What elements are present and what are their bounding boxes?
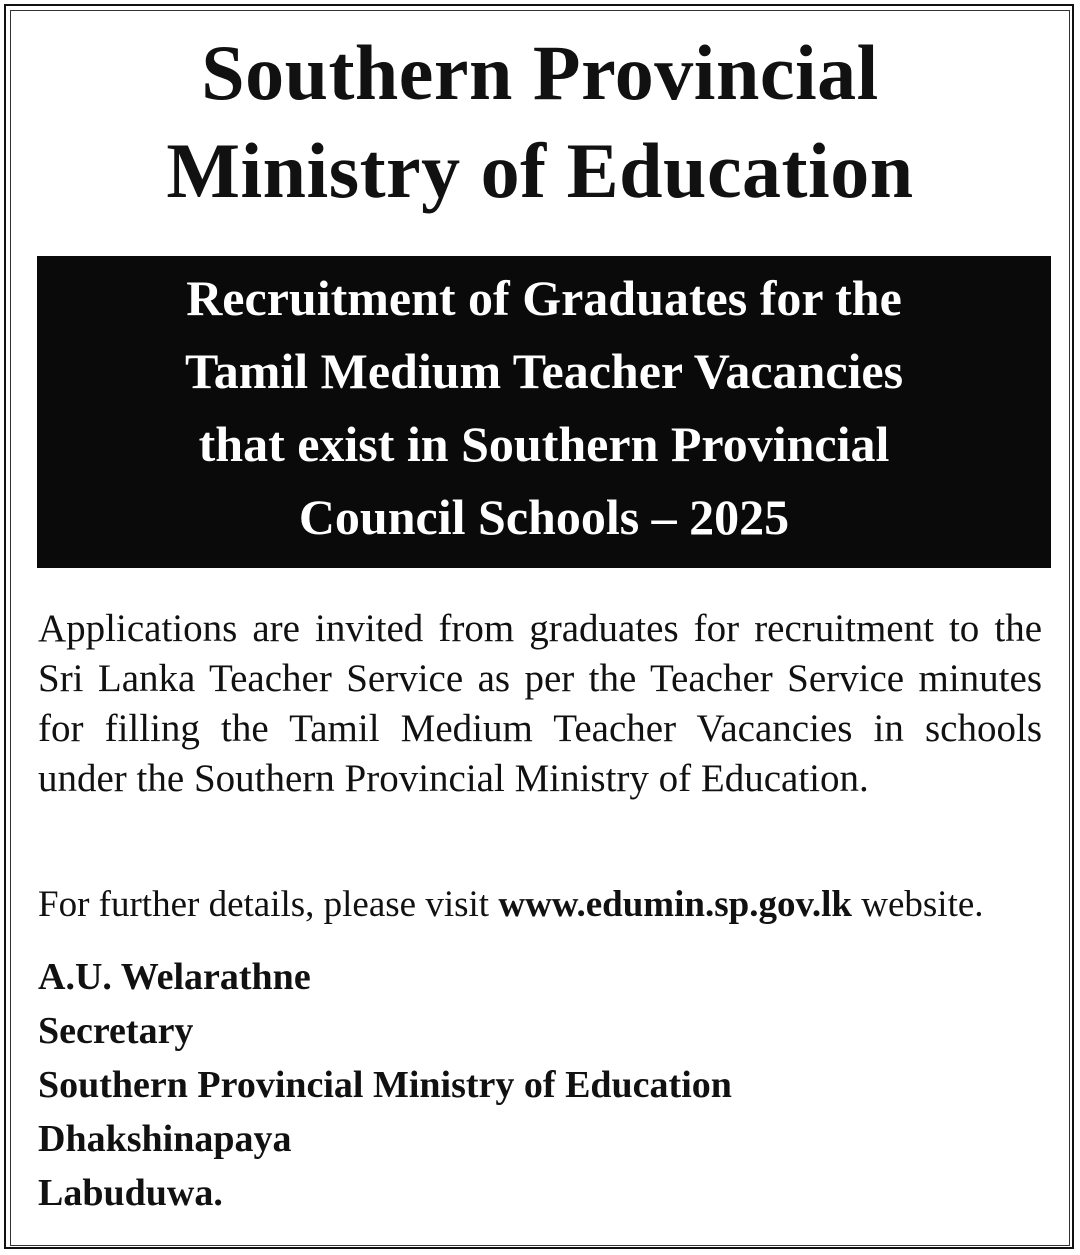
further-details-line: [38, 880, 1048, 930]
signatory-organization: Southern Provincial Ministry of Education: [38, 1064, 732, 1106]
headline-line-1: Recruitment of Graduates for the: [186, 270, 902, 326]
address-line-2: Labuduwa.: [38, 1172, 223, 1214]
ministry-title-line-1: Southern Provincial: [201, 29, 879, 116]
headline-line-4: Council Schools – 2025: [298, 489, 790, 545]
details-suffix: website.: [852, 884, 984, 925]
signatory-designation: Secretary: [38, 1010, 194, 1052]
headline-line-3: that exist in Southern Provincial: [198, 416, 890, 472]
address-line-1: Dhakshinapaya: [38, 1118, 292, 1160]
application-paragraph: Applications are invited from graduates for recruitment to the Sri Lanka Teacher Service as per the Teacher Service minutes for filling the Tamil Medium Teacher Vacancies in schools under the Southern Provincial Ministry of Education.: [38, 607, 1042, 800]
website-link[interactable]: www.edumin.sp.gov.lk: [498, 884, 853, 925]
recruitment-headline-box: [37, 256, 1051, 568]
signature-block: [38, 950, 1038, 1220]
signatory-name: A.U. Welarathne: [38, 956, 311, 998]
ministry-title: [0, 24, 1080, 220]
ministry-title-line-2: Ministry of Education: [166, 127, 914, 214]
headline-line-2: Tamil Medium Teacher Vacancies: [184, 343, 904, 399]
details-prefix: For further details, please visit: [38, 884, 499, 925]
